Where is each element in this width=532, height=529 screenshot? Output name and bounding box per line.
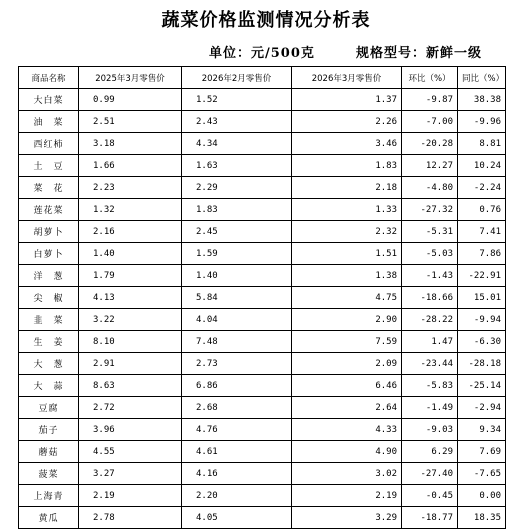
cell-price-2025-03: 0.99 bbox=[79, 89, 182, 111]
header-name: 商品名称 bbox=[19, 67, 79, 89]
table-row bbox=[19, 265, 506, 287]
cell-name: 黄瓜 bbox=[19, 507, 79, 529]
cell-price-2025-03: 4.55 bbox=[79, 441, 182, 463]
cell-price-2025-03: 1.79 bbox=[79, 265, 182, 287]
cell-price-2025-03: 2.23 bbox=[79, 177, 182, 199]
table-row bbox=[19, 243, 506, 265]
table-row bbox=[19, 155, 506, 177]
cell-name: 上海青 bbox=[19, 485, 79, 507]
table-header-row bbox=[19, 67, 506, 89]
cell-name: 大 蒜 bbox=[19, 375, 79, 397]
cell-price-2026-03: 6.46 bbox=[292, 375, 402, 397]
cell-price-2026-03: 2.19 bbox=[292, 485, 402, 507]
table-row bbox=[19, 441, 506, 463]
cell-name: 蘑菇 bbox=[19, 441, 79, 463]
cell-price-2025-03: 2.51 bbox=[79, 111, 182, 133]
cell-price-2026-02: 2.45 bbox=[182, 221, 292, 243]
cell-yoy: 15.01 bbox=[458, 287, 506, 309]
cell-mom: -5.83 bbox=[402, 375, 458, 397]
table-body bbox=[19, 89, 506, 529]
cell-price-2026-02: 4.61 bbox=[182, 441, 292, 463]
cell-price-2025-03: 8.10 bbox=[79, 331, 182, 353]
cell-price-2026-02: 4.34 bbox=[182, 133, 292, 155]
cell-price-2026-03: 4.75 bbox=[292, 287, 402, 309]
cell-mom: -27.32 bbox=[402, 199, 458, 221]
cell-mom: -1.49 bbox=[402, 397, 458, 419]
cell-yoy: 8.81 bbox=[458, 133, 506, 155]
cell-price-2025-03: 2.91 bbox=[79, 353, 182, 375]
cell-yoy: 0.76 bbox=[458, 199, 506, 221]
cell-price-2025-03: 2.16 bbox=[79, 221, 182, 243]
cell-name: 白萝卜 bbox=[19, 243, 79, 265]
cell-name: 菜 花 bbox=[19, 177, 79, 199]
cell-name: 豆腐 bbox=[19, 397, 79, 419]
cell-name: 茄子 bbox=[19, 419, 79, 441]
unit-label: 单位：元/500克 bbox=[209, 46, 315, 61]
cell-yoy: -2.24 bbox=[458, 177, 506, 199]
cell-mom: 6.29 bbox=[402, 441, 458, 463]
table-row bbox=[19, 199, 506, 221]
subtitle-line bbox=[0, 42, 532, 60]
cell-mom: -1.43 bbox=[402, 265, 458, 287]
cell-name: 莲花菜 bbox=[19, 199, 79, 221]
cell-yoy: -6.30 bbox=[458, 331, 506, 353]
cell-yoy: 7.86 bbox=[458, 243, 506, 265]
cell-name: 尖 椒 bbox=[19, 287, 79, 309]
cell-price-2026-02: 2.20 bbox=[182, 485, 292, 507]
cell-price-2025-03: 2.78 bbox=[79, 507, 182, 529]
cell-mom: 1.47 bbox=[402, 331, 458, 353]
page-title: 蔬菜价格监测情况分析表 bbox=[161, 10, 371, 31]
cell-price-2026-03: 7.59 bbox=[292, 331, 402, 353]
cell-price-2026-03: 2.18 bbox=[292, 177, 402, 199]
table-row bbox=[19, 287, 506, 309]
table-row bbox=[19, 419, 506, 441]
cell-price-2026-03: 2.26 bbox=[292, 111, 402, 133]
cell-mom: -18.77 bbox=[402, 507, 458, 529]
cell-yoy: -22.91 bbox=[458, 265, 506, 287]
cell-yoy: 10.24 bbox=[458, 155, 506, 177]
cell-price-2026-02: 6.86 bbox=[182, 375, 292, 397]
cell-price-2026-03: 2.90 bbox=[292, 309, 402, 331]
cell-mom: -4.80 bbox=[402, 177, 458, 199]
table-row bbox=[19, 353, 506, 375]
cell-mom: -7.00 bbox=[402, 111, 458, 133]
cell-name: 大白菜 bbox=[19, 89, 79, 111]
table-row bbox=[19, 89, 506, 111]
table-row bbox=[19, 221, 506, 243]
header-yoy: 同比（%） bbox=[458, 67, 506, 89]
cell-price-2026-02: 4.04 bbox=[182, 309, 292, 331]
price-table bbox=[18, 66, 506, 529]
table-row bbox=[19, 397, 506, 419]
cell-yoy: -28.18 bbox=[458, 353, 506, 375]
cell-price-2026-03: 3.02 bbox=[292, 463, 402, 485]
cell-price-2026-03: 2.09 bbox=[292, 353, 402, 375]
cell-price-2025-03: 2.19 bbox=[79, 485, 182, 507]
cell-price-2026-03: 3.46 bbox=[292, 133, 402, 155]
table-row bbox=[19, 507, 506, 529]
cell-price-2025-03: 3.18 bbox=[79, 133, 182, 155]
table-row bbox=[19, 177, 506, 199]
cell-price-2026-03: 4.90 bbox=[292, 441, 402, 463]
table-row bbox=[19, 375, 506, 397]
table-row bbox=[19, 331, 506, 353]
cell-price-2026-02: 4.16 bbox=[182, 463, 292, 485]
cell-yoy: -7.65 bbox=[458, 463, 506, 485]
cell-yoy: 18.35 bbox=[458, 507, 506, 529]
cell-mom: -28.22 bbox=[402, 309, 458, 331]
cell-mom: -23.44 bbox=[402, 353, 458, 375]
cell-price-2025-03: 3.96 bbox=[79, 419, 182, 441]
table-row bbox=[19, 485, 506, 507]
cell-price-2026-02: 7.48 bbox=[182, 331, 292, 353]
cell-name: 土 豆 bbox=[19, 155, 79, 177]
cell-price-2026-02: 2.29 bbox=[182, 177, 292, 199]
cell-name: 韭 菜 bbox=[19, 309, 79, 331]
cell-price-2026-03: 4.33 bbox=[292, 419, 402, 441]
cell-yoy: 7.41 bbox=[458, 221, 506, 243]
cell-price-2025-03: 4.13 bbox=[79, 287, 182, 309]
cell-name: 生 姜 bbox=[19, 331, 79, 353]
cell-yoy: 7.69 bbox=[458, 441, 506, 463]
cell-yoy: -25.14 bbox=[458, 375, 506, 397]
cell-price-2026-03: 1.37 bbox=[292, 89, 402, 111]
cell-price-2026-03: 3.29 bbox=[292, 507, 402, 529]
cell-price-2026-02: 2.43 bbox=[182, 111, 292, 133]
cell-price-2026-02: 2.68 bbox=[182, 397, 292, 419]
table-row bbox=[19, 463, 506, 485]
cell-yoy: 38.38 bbox=[458, 89, 506, 111]
cell-yoy: 0.00 bbox=[458, 485, 506, 507]
cell-yoy: -9.94 bbox=[458, 309, 506, 331]
cell-price-2026-02: 1.63 bbox=[182, 155, 292, 177]
cell-name: 菠菜 bbox=[19, 463, 79, 485]
cell-price-2026-03: 1.51 bbox=[292, 243, 402, 265]
cell-price-2025-03: 2.72 bbox=[79, 397, 182, 419]
cell-mom: -20.28 bbox=[402, 133, 458, 155]
cell-price-2026-03: 1.38 bbox=[292, 265, 402, 287]
cell-name: 油 菜 bbox=[19, 111, 79, 133]
spec-label: 规格型号：新鲜一级 bbox=[356, 46, 483, 61]
cell-mom: -5.31 bbox=[402, 221, 458, 243]
cell-mom: -0.45 bbox=[402, 485, 458, 507]
header-price-2025-03: 2025年3月零售价 bbox=[79, 67, 182, 89]
cell-price-2026-02: 1.52 bbox=[182, 89, 292, 111]
cell-price-2025-03: 8.63 bbox=[79, 375, 182, 397]
cell-price-2026-02: 4.05 bbox=[182, 507, 292, 529]
cell-price-2025-03: 3.22 bbox=[79, 309, 182, 331]
cell-name: 西红柿 bbox=[19, 133, 79, 155]
cell-price-2026-03: 1.83 bbox=[292, 155, 402, 177]
cell-price-2026-03: 2.64 bbox=[292, 397, 402, 419]
cell-price-2026-02: 1.83 bbox=[182, 199, 292, 221]
cell-price-2026-02: 1.40 bbox=[182, 265, 292, 287]
cell-mom: -9.87 bbox=[402, 89, 458, 111]
cell-yoy: -9.96 bbox=[458, 111, 506, 133]
header-price-2026-03: 2026年3月零售价 bbox=[292, 67, 402, 89]
cell-price-2026-02: 1.59 bbox=[182, 243, 292, 265]
cell-mom: 12.27 bbox=[402, 155, 458, 177]
cell-price-2026-03: 2.32 bbox=[292, 221, 402, 243]
header-mom: 环比（%） bbox=[402, 67, 458, 89]
cell-mom: -27.40 bbox=[402, 463, 458, 485]
cell-mom: -9.03 bbox=[402, 419, 458, 441]
cell-price-2026-02: 5.84 bbox=[182, 287, 292, 309]
cell-mom: -18.66 bbox=[402, 287, 458, 309]
cell-price-2026-02: 2.73 bbox=[182, 353, 292, 375]
cell-price-2025-03: 1.40 bbox=[79, 243, 182, 265]
cell-name: 大 葱 bbox=[19, 353, 79, 375]
cell-mom: -5.03 bbox=[402, 243, 458, 265]
cell-price-2025-03: 1.32 bbox=[79, 199, 182, 221]
table-row bbox=[19, 309, 506, 331]
cell-yoy: 9.34 bbox=[458, 419, 506, 441]
table-row bbox=[19, 133, 506, 155]
cell-name: 洋 葱 bbox=[19, 265, 79, 287]
cell-price-2025-03: 1.66 bbox=[79, 155, 182, 177]
cell-price-2025-03: 3.27 bbox=[79, 463, 182, 485]
cell-name: 胡萝卜 bbox=[19, 221, 79, 243]
cell-price-2026-02: 4.76 bbox=[182, 419, 292, 441]
header-price-2026-02: 2026年2月零售价 bbox=[182, 67, 292, 89]
cell-yoy: -2.94 bbox=[458, 397, 506, 419]
cell-price-2026-03: 1.33 bbox=[292, 199, 402, 221]
table-row bbox=[19, 111, 506, 133]
